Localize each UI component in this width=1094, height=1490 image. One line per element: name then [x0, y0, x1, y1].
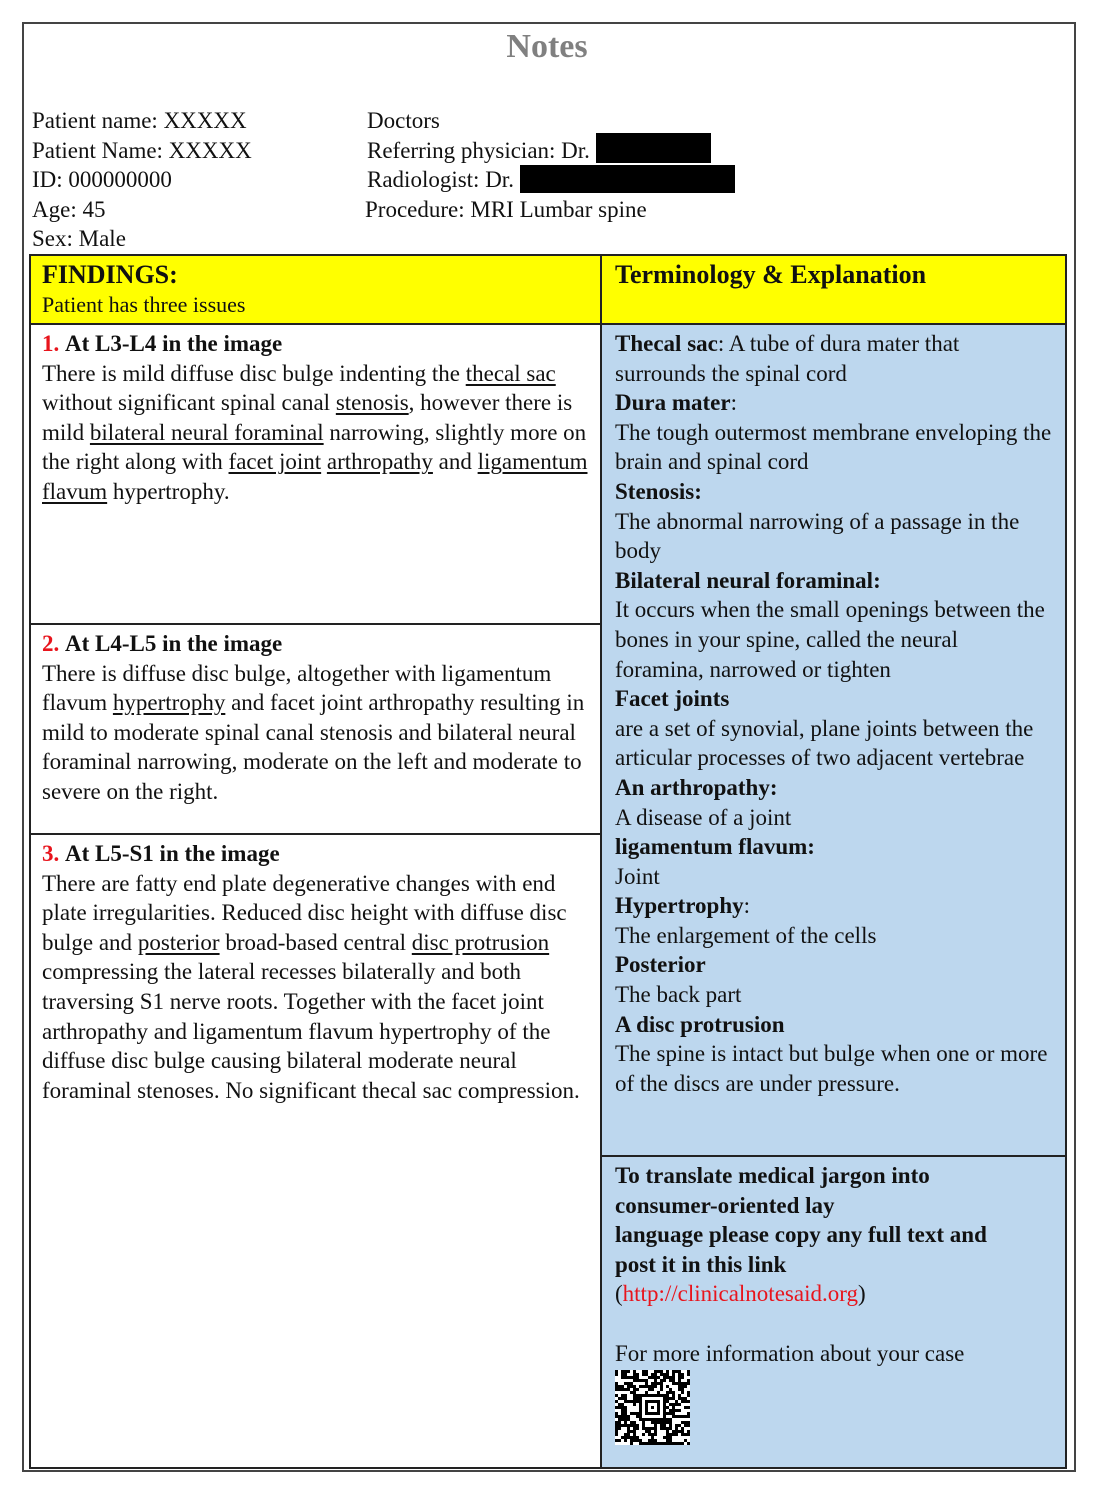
finding-item [31, 835, 602, 1467]
underlined-term: disc protrusion [411, 929, 550, 955]
doctors-info [367, 106, 735, 224]
referring-physician-line [367, 136, 735, 166]
findings-title: FINDINGS: [42, 260, 178, 289]
term-definition: The abnormal narrowing of a passage in the body [615, 508, 1020, 564]
term-definition: It occurs when the small openings between the bones in your spine, called the neural foramina, narrowed or tighten [615, 597, 1045, 682]
term-name: Facet joints [615, 686, 730, 712]
finding-text: hypertrophy. [107, 478, 230, 504]
redaction-box [596, 133, 711, 163]
finding-title: At L3-L4 in the image [65, 331, 283, 356]
finding-body [42, 359, 589, 507]
underlined-term: facet joint [228, 449, 322, 475]
term-entry [615, 891, 1052, 921]
patient-info [32, 106, 252, 254]
finding-item [31, 625, 602, 835]
finding-text: There is diffuse disc bulge, altogether with ligamentum flavum [42, 660, 552, 716]
procedure: Procedure: MRI Lumbar spine [365, 196, 647, 222]
finding-text: There is mild diffuse disc bulge indenting the [42, 360, 466, 386]
qr-code-icon[interactable] [615, 1370, 690, 1445]
finding-body [42, 869, 589, 1106]
finding-text: narrowing, slightly more on the right along with [42, 419, 587, 475]
term-name: Posterior [615, 952, 706, 978]
term-entry [615, 329, 1052, 388]
term-definition: The tough outermost membrane enveloping the brain and spinal cord [615, 419, 1052, 475]
finding-text: compressing the lateral recesses bilaterally and both traversing S1 nerve roots. Together with the facet joint arthropathy and ligamentum flavum hypertrophy of the diffuse disc bulge causing bilateral moderate neural foraminal stenoses. No significant thecal sac compression. [42, 959, 580, 1103]
clinicalnotesaid-link[interactable]: http://clinicalnotesaid.org [622, 1281, 858, 1307]
term-entry [615, 684, 1052, 714]
term-definition: The enlargement of the cells [615, 922, 877, 948]
finding-text: without significant spinal canal [42, 390, 336, 416]
term-name: Dura mater [615, 390, 731, 416]
term-definition: The spine is intact but bulge when one or more of the discs are under pressure. [615, 1041, 1048, 1096]
term-name: A disc protrusion [615, 1011, 785, 1037]
underlined-term: arthropathy [326, 449, 433, 475]
close-paren: ) [857, 1281, 866, 1307]
underlined-term: stenosis [335, 390, 409, 416]
finding-text: and [432, 449, 478, 475]
radiologist-line [367, 165, 735, 195]
referring-physician-label: Referring physician: Dr. [367, 137, 590, 163]
term-entry [615, 1010, 1052, 1040]
findings-subtitle: Patient has three issues [42, 292, 246, 317]
term-colon: : [717, 331, 725, 356]
underlined-term: hypertrophy [112, 690, 226, 716]
term-definition: are a set of synovial, plane joints between the articular processes of two adjacent vertebrae [615, 715, 1034, 771]
term-name: Thecal sac [615, 331, 718, 356]
finding-item [31, 325, 602, 625]
term-entry [615, 477, 1052, 507]
underlined-term: posterior [137, 929, 220, 955]
terminology-list [602, 325, 1065, 1157]
finding-text: broad-based central [219, 929, 412, 955]
term-name: An arthropathy: [615, 774, 778, 800]
finding-text: and facet joint arthropathy resulting in mild to moderate spinal canal stenosis and bilateral neural foraminal narrowing, moderate on the left and moderate to severe on the right. [42, 690, 585, 804]
patient-id: ID: 000000000 [32, 167, 172, 193]
term-entry [615, 773, 1052, 803]
patient-sex: Sex: Male [32, 226, 126, 252]
term-definition: A tube of dura mater that surrounds the spinal cord [615, 331, 960, 386]
page-title: Notes [506, 28, 588, 65]
translation-text-3: language please copy any full text and [615, 1222, 987, 1248]
finding-title: At L5-S1 in the image [65, 841, 280, 866]
redaction-box [520, 165, 735, 193]
translation-text-4: post it in this link [615, 1251, 787, 1277]
finding-title: At L4-L5 in the image [65, 631, 283, 656]
findings-header [31, 256, 602, 325]
finding-number: 3. [42, 841, 60, 866]
translation-text-2: consumer-oriented lay [615, 1192, 835, 1218]
underlined-term: ligamentum flavum [42, 449, 588, 504]
term-name: Stenosis: [615, 478, 702, 504]
finding-number: 2. [42, 631, 60, 656]
doctors-heading: Doctors [367, 108, 440, 133]
spacer [615, 1309, 1052, 1339]
finding-text: , however there is mild [42, 390, 573, 445]
term-entry [615, 950, 1052, 980]
finding-number: 1. [42, 331, 60, 356]
term-colon: : [743, 893, 751, 919]
translation-text-1: To translate medical jargon into [615, 1163, 930, 1188]
term-colon: : [730, 390, 737, 416]
open-paren: ( [615, 1281, 623, 1307]
findings-table [29, 254, 1067, 1469]
link-line [615, 1279, 1052, 1309]
finding-text: There are fatty end plate degenerative changes with end plate irregularities. Reduced disc height with diffuse disc bulge and [42, 870, 567, 955]
term-name: ligamentum flavum: [615, 834, 815, 860]
term-definition: The back part [615, 982, 742, 1008]
patient-name: Patient name: XXXXX [32, 108, 247, 133]
terminology-title: Terminology & Explanation [615, 260, 927, 289]
term-entry [615, 388, 1052, 418]
patient-age: Age: 45 [32, 196, 106, 222]
radiologist-label: Radiologist: Dr. [367, 167, 514, 193]
terminology-header [602, 256, 1065, 325]
term-definition: A disease of a joint [615, 804, 792, 830]
term-name: Bilateral neural foraminal: [615, 567, 881, 593]
term-entry [615, 832, 1052, 862]
more-info-text: For more information about your case [615, 1340, 965, 1366]
translation-info [602, 1157, 1065, 1467]
underlined-term: thecal sac [465, 360, 556, 386]
underlined-term: bilateral neural foraminal [89, 419, 324, 445]
term-name: Hypertrophy [615, 893, 744, 919]
finding-body [42, 659, 589, 807]
term-entry [615, 566, 1052, 596]
patient-name-alt: Patient Name: XXXXX [32, 137, 252, 163]
term-definition: Joint [615, 863, 660, 889]
